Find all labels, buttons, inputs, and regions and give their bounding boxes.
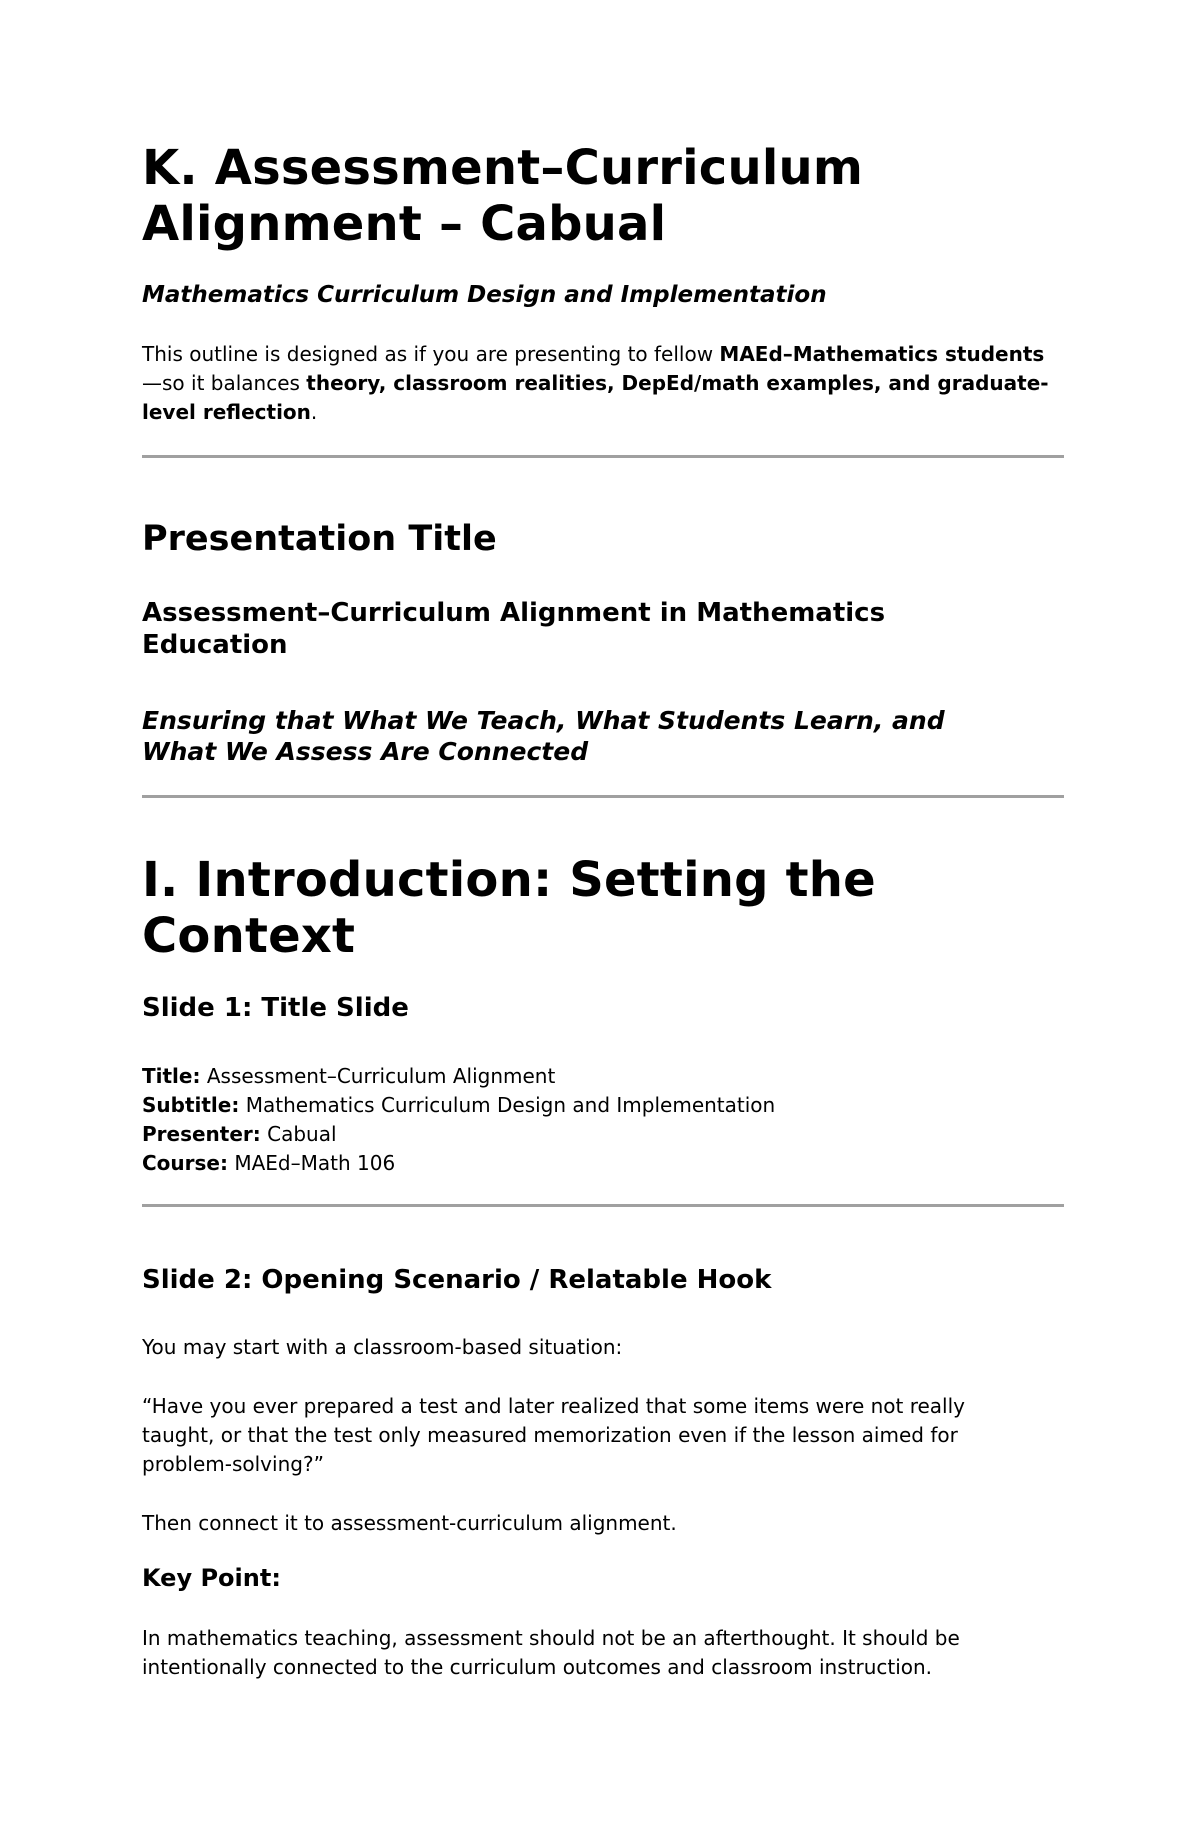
document-subtitle: Mathematics Curriculum Design and Implementation	[142, 282, 827, 308]
divider	[142, 455, 1064, 458]
intro-paragraph	[142, 340, 1064, 427]
field-label: Course:	[142, 1151, 228, 1175]
slide-2-intro: You may start with a classroom-based situation:	[142, 1335, 623, 1359]
slide-2-heading: Slide 2: Opening Scenario / Relatable Hook	[142, 1265, 772, 1295]
divider	[142, 1204, 1064, 1207]
slide-1-heading: Slide 1: Title Slide	[142, 993, 409, 1023]
field-value: MAEd–Math 106	[234, 1151, 396, 1175]
field-label: Subtitle:	[142, 1093, 240, 1117]
intro-text-3: .	[310, 400, 318, 424]
intro-bold-2: theory, classroom realities, DepEd/math examples, and graduate-level reflection	[142, 371, 1049, 424]
divider	[142, 795, 1064, 798]
presentation-heading: Presentation Title	[142, 519, 497, 559]
intro-bold-1: MAEd–Mathematics students	[719, 342, 1045, 366]
presentation-title: Assessment–Curriculum Alignment in Mathematics Education	[142, 598, 886, 660]
section-heading-introduction: I. Introduction: Setting the Context	[142, 852, 876, 964]
intro-text-1: This outline is designed as if you are presenting to fellow	[142, 342, 720, 366]
field-subtitle	[142, 1091, 1064, 1120]
field-presenter	[142, 1120, 1064, 1149]
field-label: Title:	[142, 1064, 201, 1088]
document-title: K. Assessment–Curriculum Alignment – Cabual	[142, 140, 864, 252]
field-course	[142, 1149, 1064, 1178]
slide-1-fields	[142, 1062, 1064, 1178]
field-value: Assessment–Curriculum Alignment	[206, 1064, 556, 1088]
presentation-tagline: Ensuring that What We Teach, What Students Learn, and What We Assess Are Connected	[142, 706, 945, 766]
slide-2-quote: “Have you ever prepared a test and later realized that some items were not really taught, or that the test only measured memorization even if the lesson aimed for problem-solving?”	[142, 1394, 966, 1476]
field-value: Cabual	[267, 1122, 337, 1146]
slide-2-connect: Then connect it to assessment-curriculum alignment.	[142, 1511, 677, 1535]
key-point-heading: Key Point:	[142, 1564, 281, 1592]
field-title	[142, 1062, 1064, 1091]
field-value: Mathematics Curriculum Design and Implementation	[245, 1093, 776, 1117]
key-point-text: In mathematics teaching, assessment should not be an afterthought. It should be intentionally connected to the curriculum outcomes and classroom instruction.	[142, 1626, 960, 1679]
intro-text-2: —so it balances	[142, 371, 307, 395]
field-label: Presenter:	[142, 1122, 261, 1146]
